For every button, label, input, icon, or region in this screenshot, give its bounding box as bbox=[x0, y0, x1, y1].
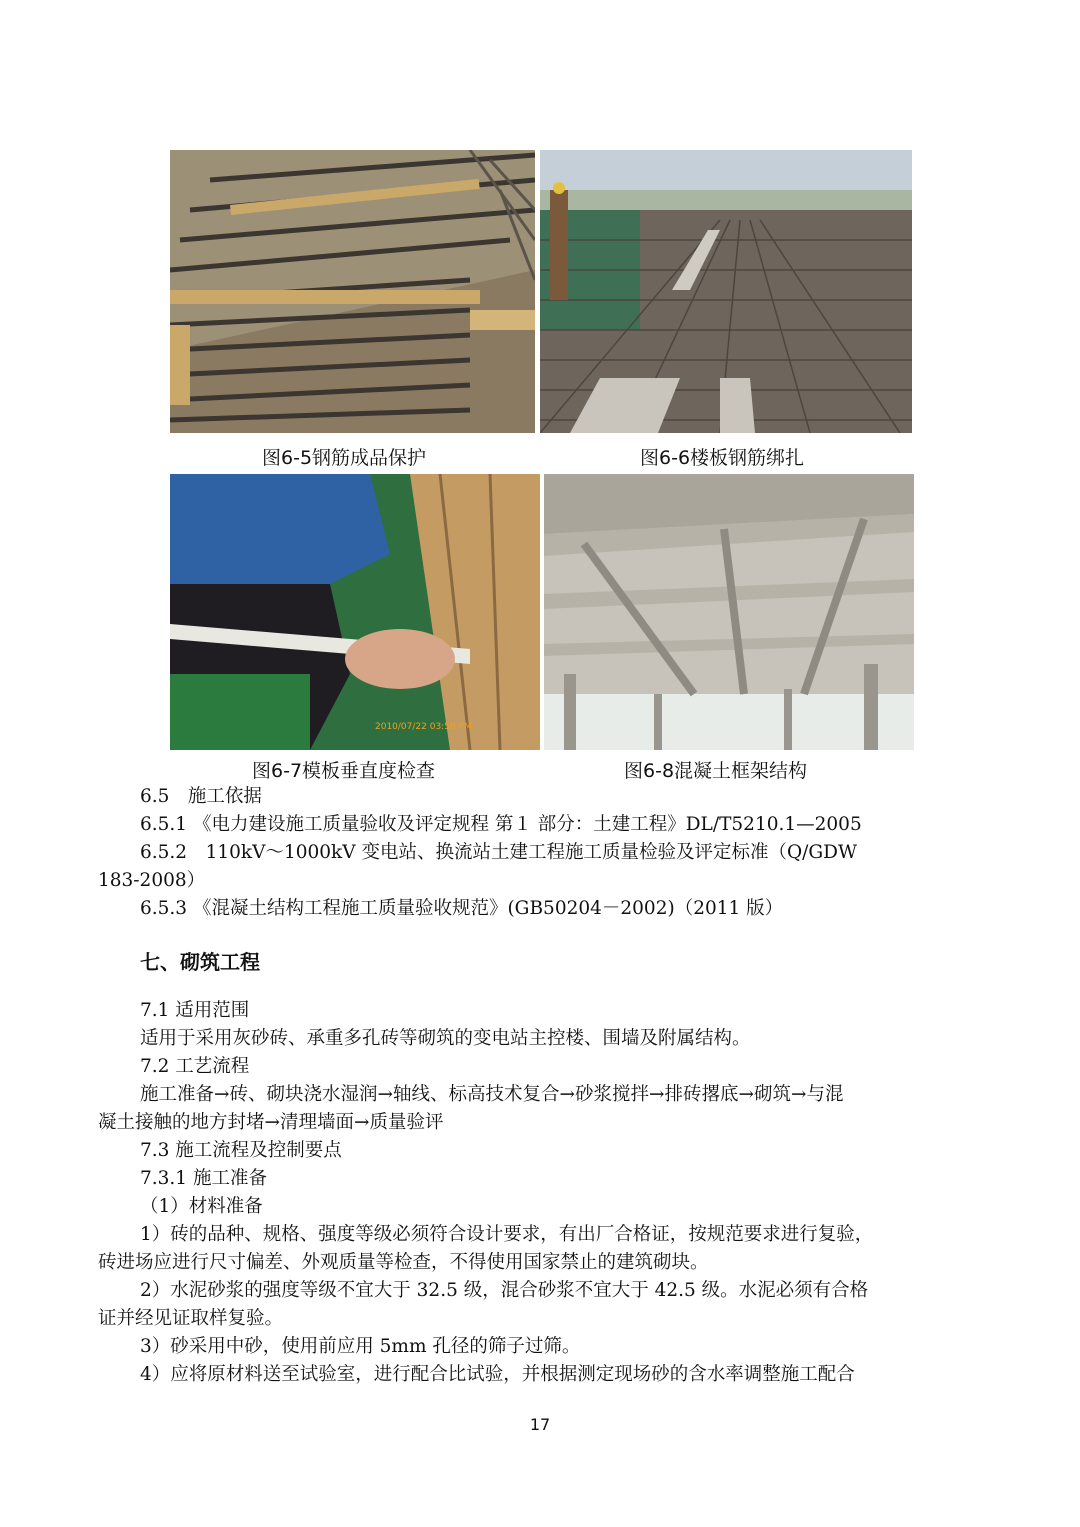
section-title: 7.3 施工流程及控制要点 bbox=[140, 1140, 342, 1161]
figure-caption: 图6-6楼板钢筋绑扎 bbox=[640, 447, 805, 469]
figure-caption: 图6-7模板垂直度检查 bbox=[252, 760, 436, 782]
formwork-check-photo bbox=[170, 474, 540, 750]
photo-timestamp: 2010/07/22 03:50 PM bbox=[375, 722, 472, 732]
paragraph-line: 1）砖的品种、规格、强度等级必须符合设计要求，有出厂合格证，按规范要求进行复验， bbox=[140, 1224, 874, 1245]
paragraph-line: 6.5.1 《电力建设施工质量验收及评定规程 第１ 部分：土建工程》DL/T5210.1—2005 bbox=[140, 814, 862, 835]
section-title: 7.1 适用范围 bbox=[140, 1000, 250, 1021]
page-number: 17 bbox=[529, 1415, 551, 1434]
paragraph-line: 6.5.3 《混凝土结构工程施工质量验收规范》(GB50204－2002)（2011 版） bbox=[140, 898, 784, 919]
figure-caption: 图6-5钢筋成品保护 bbox=[262, 447, 427, 469]
paragraph-line: 砖进场应进行尺寸偏差、外观质量等检查，不得使用国家禁止的建筑砌块。 bbox=[98, 1252, 709, 1273]
concrete-frame-photo bbox=[544, 474, 914, 750]
paragraph-line: 183-2008） bbox=[98, 870, 206, 891]
paragraph-line: 凝土接触的地方封堵→清理墙面→质量验评 bbox=[98, 1112, 444, 1133]
slab-rebar-photo bbox=[540, 150, 912, 433]
rebar-protection-photo bbox=[170, 150, 535, 433]
paragraph-line: 2）水泥砂浆的强度等级不宜大于 32.5 级，混合砂浆不宜大于 42.5 级。水泥必须有合格 bbox=[140, 1280, 869, 1301]
section-title: 7.3.1 施工准备 bbox=[140, 1168, 267, 1189]
section-title: 6.5 施工依据 bbox=[140, 786, 262, 807]
figure-caption: 图6-8混凝土框架结构 bbox=[624, 760, 808, 782]
paragraph-line: 证并经见证取样复验。 bbox=[98, 1308, 284, 1329]
paragraph-line: 施工准备→砖、砌块浇水湿润→轴线、标高技术复合→砂浆搅拌→排砖撂底→砌筑→与混 bbox=[140, 1084, 844, 1105]
paragraph-line: 6.5.2 110kV～1000kV 变电站、换流站土建工程施工质量检验及评定标准（Q/GDW bbox=[140, 842, 858, 863]
paragraph-line: （1）材料准备 bbox=[140, 1196, 263, 1217]
section-title: 7.2 工艺流程 bbox=[140, 1056, 250, 1077]
paragraph-line: 4）应将原材料送至试验室，进行配合比试验，并根据测定现场砂的含水率调整施工配合 bbox=[140, 1364, 855, 1385]
chapter-heading: 七、砌筑工程 bbox=[140, 950, 260, 974]
paragraph-line: 3）砂采用中砂，使用前应用 5mm 孔径的筛子过筛。 bbox=[140, 1336, 581, 1357]
paragraph-line: 适用于采用灰砂砖、承重多孔砖等砌筑的变电站主控楼、围墙及附属结构。 bbox=[140, 1028, 751, 1049]
